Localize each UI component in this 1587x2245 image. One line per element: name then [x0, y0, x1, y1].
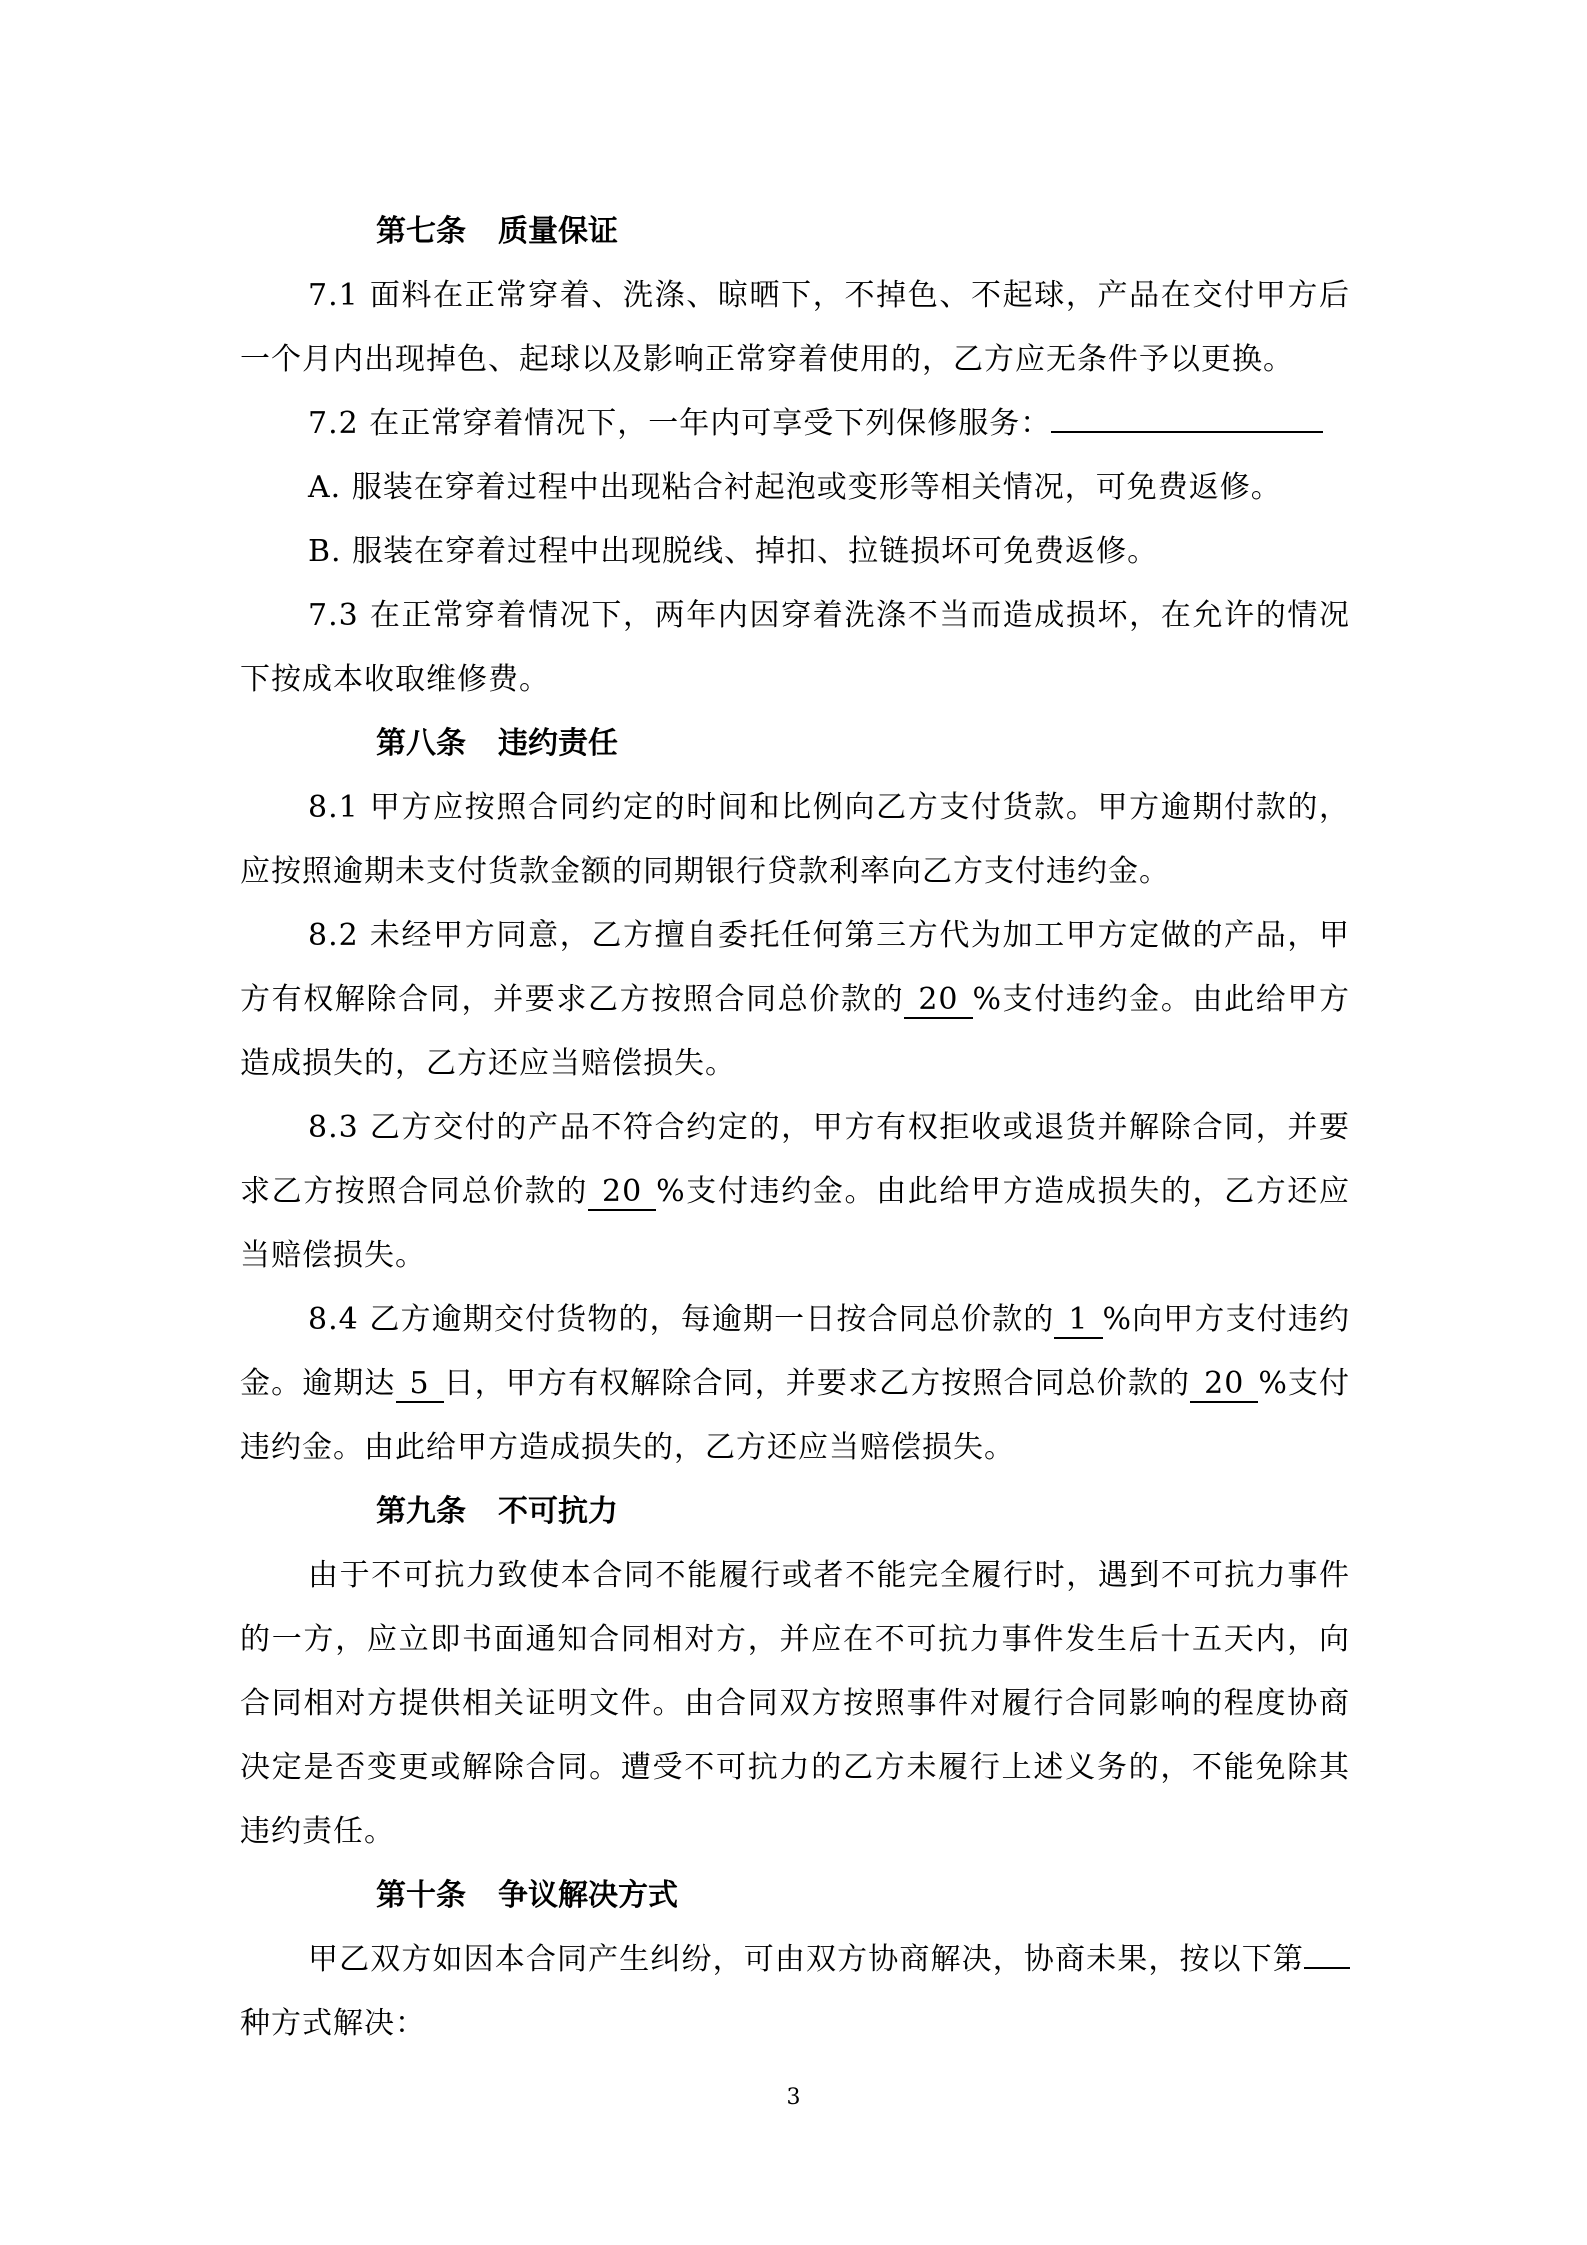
- section-8-heading: [240, 712, 1350, 776]
- section-title: 违约责任: [498, 726, 618, 761]
- section-title: 争议解决方式: [498, 1878, 678, 1913]
- clause-8-3: [240, 1096, 1350, 1288]
- filled-value: 20: [904, 983, 972, 1019]
- section-number: 第七条: [376, 214, 466, 249]
- clause-7-2: [240, 392, 1350, 456]
- clause-text: 8.3 乙方交付的产品不符合约定的，甲方有权拒收或退货并解除合同，并要求乙方按照合同总价款的: [240, 1110, 1350, 1209]
- page-number: 3: [786, 2085, 801, 2110]
- clause-9-body: 由于不可抗力致使本合同不能履行或者不能完全履行时，遇到不可抗力事件的一方，应立即书面通知合同相对方，并应在不可抗力事件发生后十五天内，向合同相对方提供相关证明文件。由合同双方按照事件对履行合同影响的程度协商决定是否变更或解除合同。遭受不可抗力的乙方未履行上述义务的，不能免除其违约责任。: [240, 1558, 1350, 1849]
- clause-7-2-b: B. 服装在穿着过程中出现脱线、掉扣、拉链损坏可免费返修。: [308, 534, 1159, 569]
- clause-text: 种方式解决：: [240, 2006, 426, 2041]
- section-number: 第八条: [376, 726, 466, 761]
- section-10-heading: [240, 1864, 1350, 1928]
- section-9-heading: [240, 1480, 1350, 1544]
- filled-value: 20: [588, 1175, 656, 1211]
- clause-text: %支付违约金。由此给甲方造成损失的，乙方还应当赔偿损失。: [240, 982, 1350, 1081]
- section-7-heading: [240, 200, 1350, 264]
- section-title: 不可抗力: [498, 1494, 618, 1529]
- clause-text: 日，甲方有权解除合同，并要求乙方按照合同总价款的: [443, 1366, 1191, 1401]
- clause-text: %支付违约金。由此给甲方造成损失的，乙方还应当赔偿损失。: [240, 1366, 1351, 1465]
- filled-value: 5: [396, 1367, 444, 1403]
- section-title: 质量保证: [498, 214, 618, 249]
- contract-body: [240, 200, 1350, 2056]
- clause-text: 7.2 在正常穿着情况下，一年内可享受下列保修服务：: [308, 406, 1052, 441]
- clause-10-body: [240, 1928, 1350, 2056]
- clause-text: 8.2 未经甲方同意，乙方擅自委托任何第三方代为加工甲方定做的产品，甲方有权解除合同，并要求乙方按照合同总价款的: [240, 918, 1350, 1017]
- section-number: 第九条: [376, 1494, 466, 1529]
- clause-7-1: 7.1 面料在正常穿着、洗涤、晾晒下，不掉色、不起球，产品在交付甲方后一个月内出现掉色、起球以及影响正常穿着使用的，乙方应无条件予以更换。: [240, 278, 1350, 377]
- clause-text: %支付违约金。由此给甲方造成损失的，乙方还应当赔偿损失。: [240, 1174, 1350, 1273]
- clause-7-3: 7.3 在正常穿着情况下，两年内因穿着洗涤不当而造成损坏，在允许的情况下按成本收取维修费。: [240, 598, 1350, 697]
- blank-line: [1051, 431, 1323, 433]
- filled-value: 1: [1054, 1303, 1102, 1339]
- section-number: 第十条: [376, 1878, 466, 1913]
- blank-line: [1304, 1967, 1350, 1969]
- clause-text: 甲乙双方如因本合同产生纠纷，可由双方协商解决，协商未果，按以下第: [308, 1942, 1304, 1977]
- clause-7-2-a: A. 服装在穿着过程中出现粘合衬起泡或变形等相关情况，可免费返修。: [308, 470, 1282, 505]
- clause-8-1: 8.1 甲方应按照合同约定的时间和比例向乙方支付货款。甲方逾期付款的，应按照逾期未支付货款金额的同期银行贷款利率向乙方支付违约金。: [240, 790, 1350, 889]
- clause-text: 8.4 乙方逾期交付货物的，每逾期一日按合同总价款的: [308, 1302, 1055, 1337]
- clause-text: %向甲方支付违约金。逾期达: [240, 1302, 1350, 1401]
- filled-value: 20: [1190, 1367, 1258, 1403]
- clause-8-2: [240, 904, 1350, 1096]
- clause-8-4: [240, 1288, 1350, 1480]
